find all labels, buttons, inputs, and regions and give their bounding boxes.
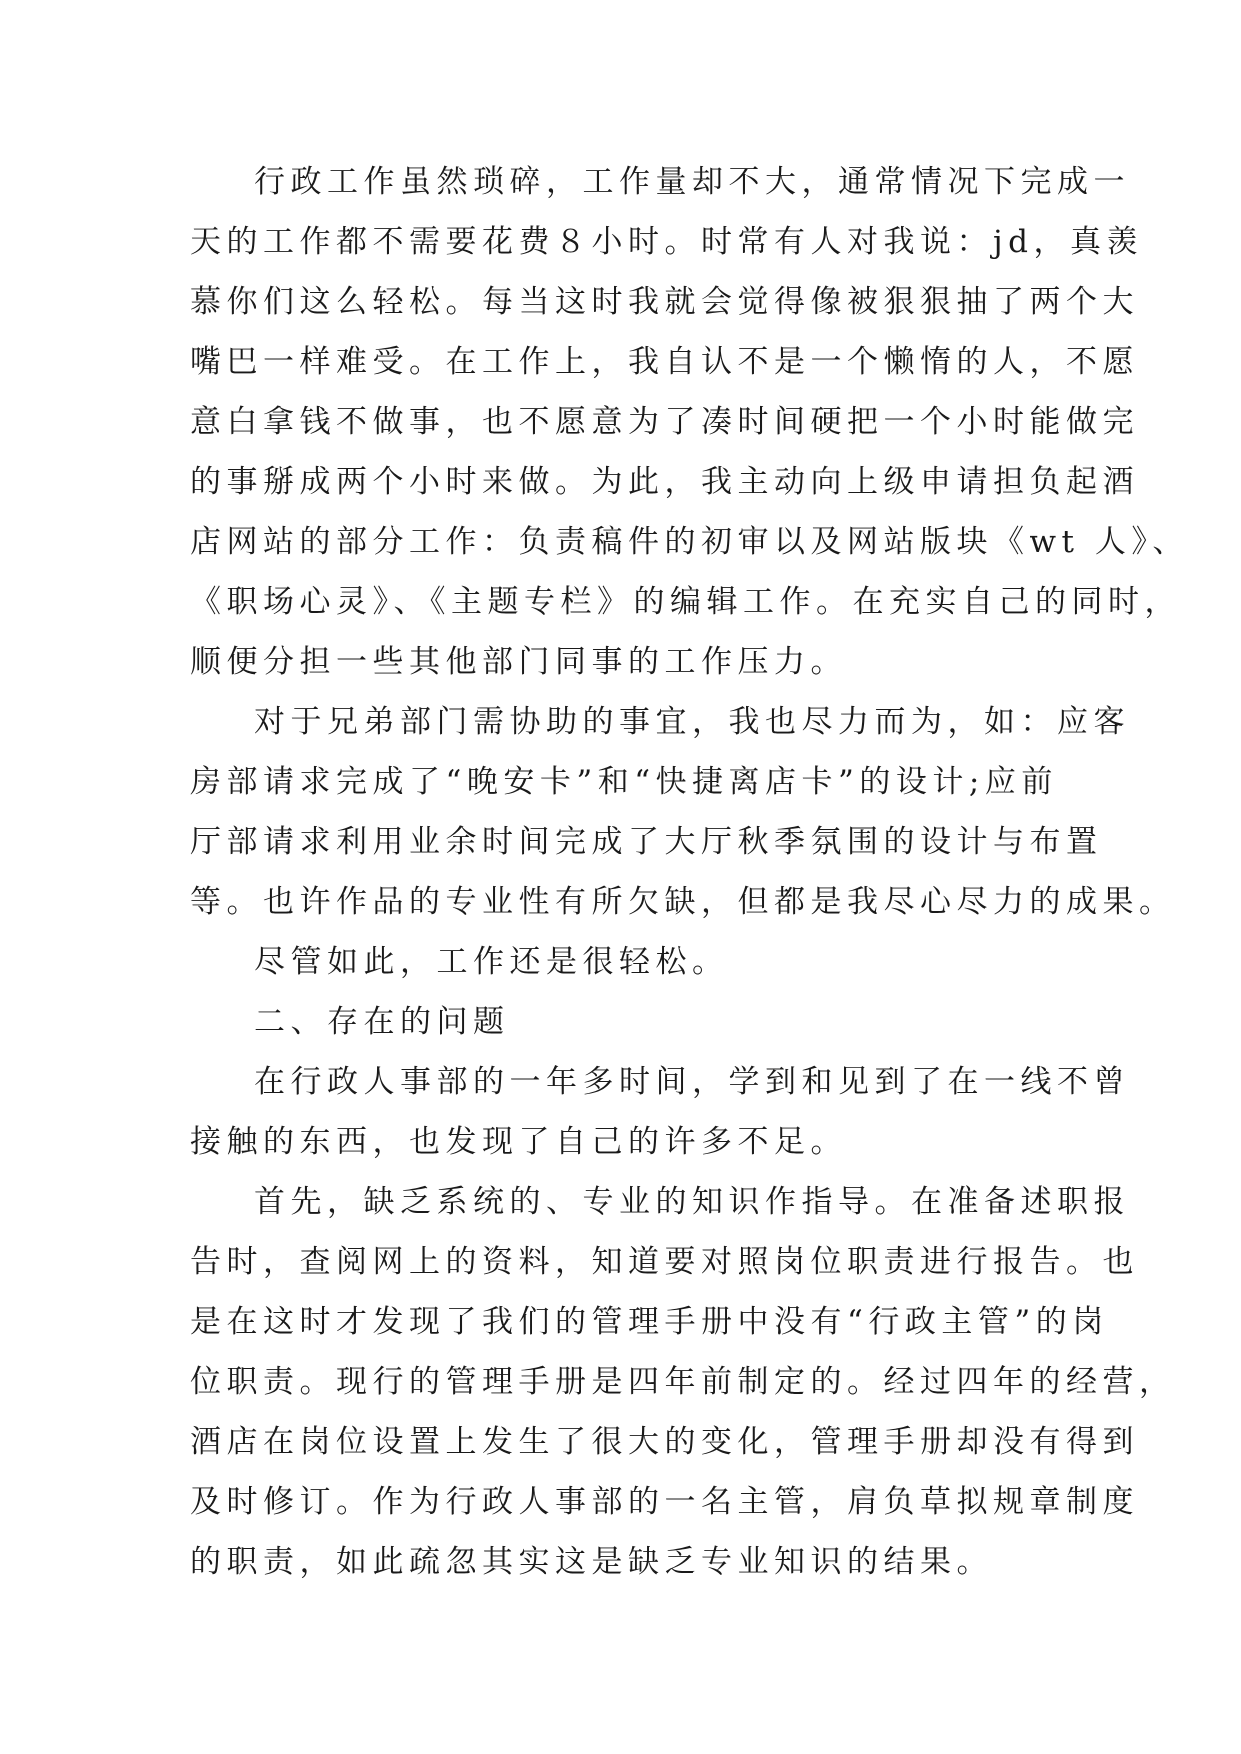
text-line: 是在这时才发现了我们的管理手册中没有“行政主管”的岗 (190, 1304, 1109, 1340)
text-line: 房部请求完成了“晚安卡”和“快捷离店卡”的设计;应前 (190, 764, 1058, 800)
text-line: 厅部请求利用业余时间完成了大厅秋季氛围的设计与布置 (190, 824, 1103, 860)
text-line: 位职责。现行的管理手册是四年前制定的。经过四年的经营， (190, 1364, 1176, 1400)
text-line: 等。也许作品的专业性有所欠缺，但都是我尽心尽力的成果。 (190, 884, 1176, 920)
text-line: 在行政人事部的一年多时间，学到和见到了在一线不曾 (254, 1064, 1130, 1100)
text-line: 酒店在岗位设置上发生了很大的变化，管理手册却没有得到 (190, 1424, 1139, 1460)
text-line: 慕你们这么轻松。每当这时我就会觉得像被狠狠抽了两个大 (190, 284, 1139, 320)
text-line: 告时，查阅网上的资料，知道要对照岗位职责进行报告。也 (190, 1244, 1139, 1280)
text-line: 首先，缺乏系统的、专业的知识作指导。在准备述职报 (254, 1184, 1130, 1220)
section-heading: 二、存在的问题 (254, 1004, 510, 1040)
text-line: 对于兄弟部门需协助的事宜，我也尽力而为，如：应客 (254, 704, 1130, 740)
text-line: 行政工作虽然琐碎，工作量却不大，通常情况下完成一 (254, 164, 1130, 200)
text-line: 的事掰成两个小时来做。为此，我主动向上级申请担负起酒 (190, 464, 1139, 500)
text-line: 意白拿钱不做事，也不愿意为了凑时间硬把一个小时能做完 (190, 404, 1139, 440)
text-line: 《职场心灵》、《主题专栏》的编辑工作。在充实自己的同时， (190, 584, 1181, 620)
text-line: 天的工作都不需要花费８小时。时常有人对我说：jd，真羡 (190, 224, 1143, 260)
text-line: 接触的东西，也发现了自己的许多不足。 (190, 1124, 847, 1160)
text-line: 店网站的部分工作：负责稿件的初审以及网站版块《wt 人》、 (190, 524, 1189, 560)
text-line: 及时修订。作为行政人事部的一名主管，肩负草拟规章制度 (190, 1484, 1139, 1520)
text-line: 的职责，如此疏忽其实这是缺乏专业知识的结果。 (190, 1544, 993, 1580)
text-line: 尽管如此，工作还是很轻松。 (254, 944, 729, 980)
text-line: 嘴巴一样难受。在工作上，我自认不是一个懒惰的人，不愿 (190, 344, 1139, 380)
text-line: 顺便分担一些其他部门同事的工作压力。 (190, 644, 847, 680)
